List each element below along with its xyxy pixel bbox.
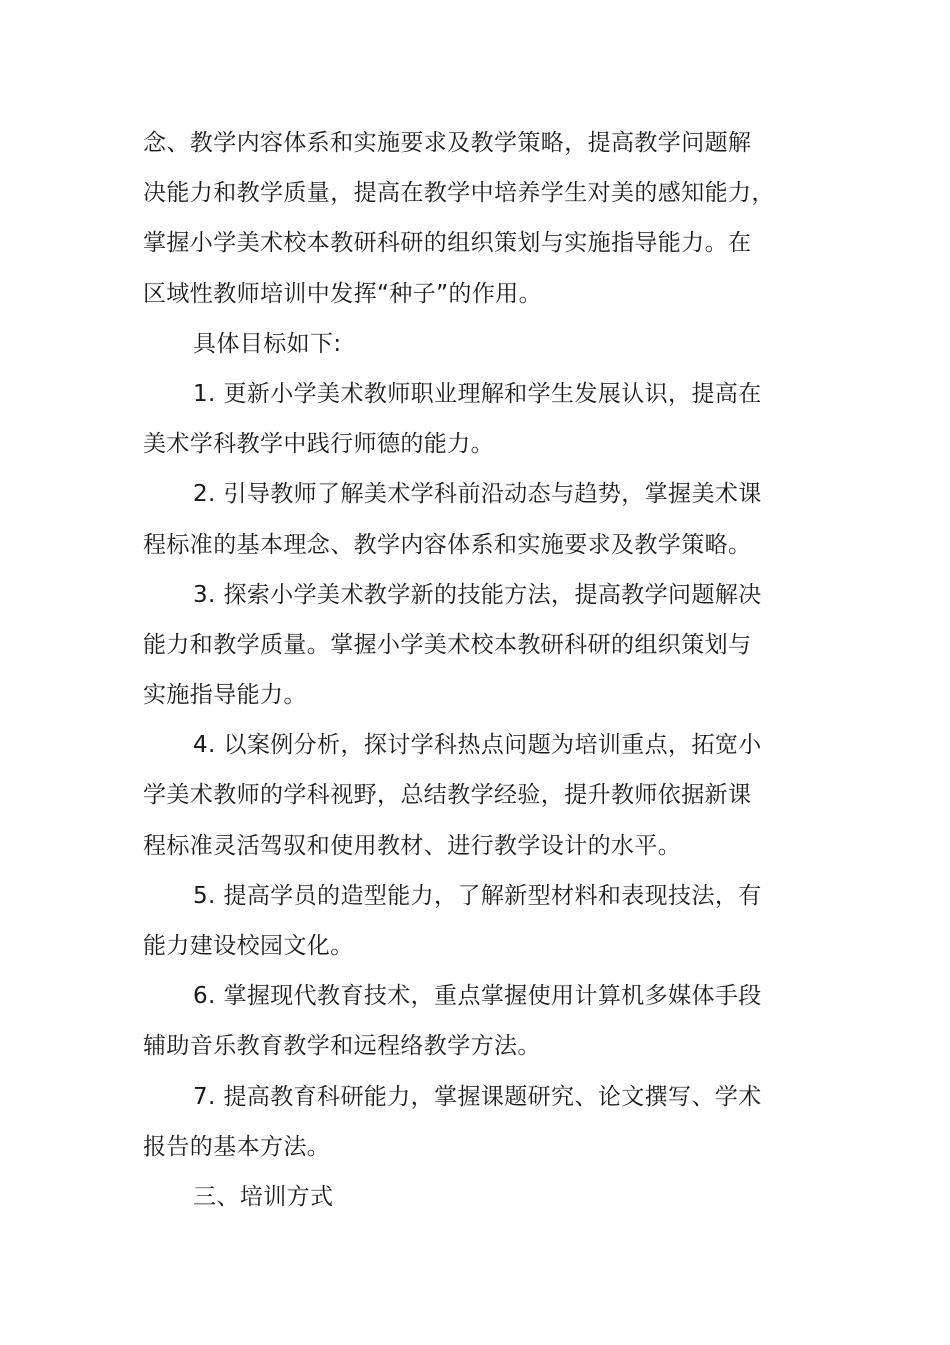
list-item-6-line: 6. 掌握现代教育技术，重点掌握使用计算机多媒体手段: [193, 983, 762, 1010]
list-item-1-line: 1. 更新小学美术教师职业理解和学生发展认识，提高在: [193, 380, 762, 407]
list-item-7-line: 报告的基本方法。: [143, 1133, 331, 1160]
list-item-5-line: 能力建设校园文化。: [143, 933, 354, 959]
section-heading: 三、培训方式: [193, 1183, 334, 1210]
text-line: 区域性教师培训中发挥“种子”的作用。: [143, 280, 543, 307]
document-body: [143, 118, 775, 1222]
subsection-intro: 具体目标如下:: [193, 330, 342, 357]
list-item-1-line: 美术学科教学中践行师德的能力。: [143, 431, 494, 458]
list-item-3-line: 3. 探索小学美术教学新的技能方法，提高教学问题解决: [193, 581, 762, 608]
text-line: 掌握小学美术校本教研科研的组织策划与实施指导能力。在: [143, 230, 752, 257]
list-item-3-line: 实施指导能力。: [143, 682, 307, 709]
list-item-6-line: 辅助音乐教育教学和远程络教学方法。: [143, 1033, 541, 1060]
text-line: 决能力和教学质量，提高在教学中培养学生对美的感知能力，: [143, 180, 775, 207]
text-line: 念、教学内容体系和实施要求及教学策略，提高教学问题解: [143, 130, 752, 156]
list-item-7-line: 7. 提高教育科研能力，掌握课题研究、论文撰写、学术: [193, 1083, 762, 1110]
list-item-2-line: 2. 引导教师了解美术学科前沿动态与趋势，掌握美术课: [193, 481, 762, 508]
list-item-5-line: 5. 提高学员的造型能力，了解新型材料和表现技法，有: [193, 882, 762, 909]
list-item-3-line: 能力和教学质量。掌握小学美术校本教研科研的组织策划与: [143, 631, 752, 658]
list-item-4-line: 学美术教师的学科视野，总结教学经验，提升教师依据新课: [143, 782, 752, 809]
list-item-4-line: 4. 以案例分析，探讨学科热点问题为培训重点，拓宽小: [193, 732, 762, 759]
list-item-4-line: 程标准灵活驾驭和使用教材、进行教学设计的水平。: [143, 832, 682, 859]
list-item-2-line: 程标准的基本理念、教学内容体系和实施要求及教学策略。: [143, 531, 752, 558]
